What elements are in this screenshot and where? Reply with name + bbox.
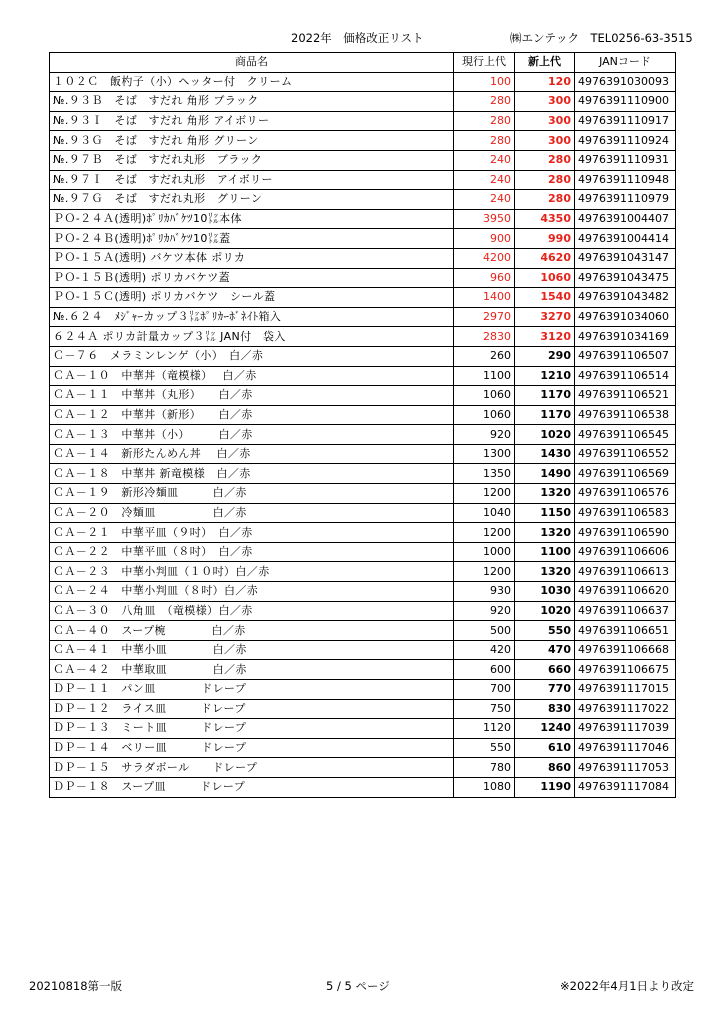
current-price-cell: 920 [454, 425, 515, 445]
current-price-cell: 1000 [454, 542, 515, 562]
current-price-cell: 1200 [454, 562, 515, 582]
jan-code-cell: 4976391004414 [575, 229, 676, 249]
current-price-cell: 600 [454, 660, 515, 680]
new-price-cell: 280 [515, 150, 575, 170]
new-price-cell: 1020 [515, 601, 575, 621]
table-row [50, 288, 676, 308]
new-price-cell: 470 [515, 640, 575, 660]
current-price-cell: 920 [454, 601, 515, 621]
version-label: 20210818第一版 [29, 979, 123, 993]
current-price-cell: 2830 [454, 327, 515, 347]
new-price-cell: 300 [515, 111, 575, 131]
current-price-cell: 1350 [454, 464, 515, 484]
jan-code-cell: 4976391106576 [575, 484, 676, 504]
product-name-cell: Ｃ－７６ メラミンレンゲ（小） 白／赤 [50, 346, 454, 366]
product-name-cell: №.９３Ｇ そば すだれ 角形 グリーン [50, 131, 454, 151]
jan-code-cell: 4976391043147 [575, 248, 676, 268]
jan-code-cell: 4976391106675 [575, 660, 676, 680]
product-name-cell: ＣＡ－１８ 中華丼 新竜模様 白／赤 [50, 464, 454, 484]
product-name-cell: ＣＡ－４２ 中華取皿 白／赤 [50, 660, 454, 680]
jan-code-cell: 4976391106583 [575, 503, 676, 523]
new-price-cell: 1540 [515, 288, 575, 308]
new-price-cell: 1170 [515, 386, 575, 406]
product-name-cell: ＰＯ-２４Ａ(透明)ﾎﾟﾘｶﾊﾞｹﾂ10㍑本体 [50, 209, 454, 229]
new-price-cell: 300 [515, 131, 575, 151]
new-price-cell: 1060 [515, 268, 575, 288]
jan-code-cell: 4976391110979 [575, 190, 676, 210]
product-name-cell: ＰＯ-２４Ｂ(透明)ﾎﾟﾘｶﾊﾞｹﾂ10㍑蓋 [50, 229, 454, 249]
current-price-cell: 1100 [454, 366, 515, 386]
jan-code-cell: 4976391117046 [575, 738, 676, 758]
product-name-cell: ＣＡ－４０ スープ椀 白／赤 [50, 621, 454, 641]
jan-code-cell: 4976391106637 [575, 601, 676, 621]
product-name-cell: ６２４Ａ ポリカ計量カップ３㍑ JAN付 袋入 [50, 327, 454, 347]
table-row [50, 562, 676, 582]
new-price-cell: 1210 [515, 366, 575, 386]
column-header-jan-code: JANコード [575, 53, 676, 73]
new-price-cell: 1170 [515, 405, 575, 425]
current-price-cell: 280 [454, 92, 515, 112]
jan-code-cell: 4976391106620 [575, 582, 676, 602]
revision-note: ※2022年4月1日より改定 [560, 979, 695, 993]
jan-code-cell: 4976391106606 [575, 542, 676, 562]
product-name-cell: ＤＰ－１３ ミート皿 ドレープ [50, 719, 454, 739]
jan-code-cell: 4976391110948 [575, 170, 676, 190]
jan-code-cell: 4976391117022 [575, 699, 676, 719]
current-price-cell: 1200 [454, 523, 515, 543]
product-name-cell: ＰＯ-１５Ａ(透明) バケツ本体 ポリカ [50, 248, 454, 268]
product-name-cell: №.９７Ｂ そば すだれ丸形 ブラック [50, 150, 454, 170]
table-row [50, 366, 676, 386]
new-price-cell: 990 [515, 229, 575, 249]
current-price-cell: 700 [454, 680, 515, 700]
new-price-cell: 1320 [515, 562, 575, 582]
current-price-cell: 240 [454, 190, 515, 210]
new-price-cell: 770 [515, 680, 575, 700]
jan-code-cell: 4976391106507 [575, 346, 676, 366]
current-price-cell: 1200 [454, 484, 515, 504]
jan-code-cell: 4976391106552 [575, 444, 676, 464]
table-row [50, 150, 676, 170]
table-row [50, 268, 676, 288]
table-row [50, 601, 676, 621]
product-name-cell: №.９３Ｂ そば すだれ 角形 ブラック [50, 92, 454, 112]
jan-code-cell: 4976391106613 [575, 562, 676, 582]
table-row [50, 405, 676, 425]
current-price-cell: 1080 [454, 777, 515, 797]
jan-code-cell: 4976391043475 [575, 268, 676, 288]
new-price-cell: 280 [515, 170, 575, 190]
new-price-cell: 1020 [515, 425, 575, 445]
jan-code-cell: 4976391106538 [575, 405, 676, 425]
jan-code-cell: 4976391110917 [575, 111, 676, 131]
page-number: 5 / 5 ページ [326, 979, 390, 993]
new-price-cell: 550 [515, 621, 575, 641]
table-row [50, 777, 676, 797]
new-price-cell: 860 [515, 758, 575, 778]
table-row [50, 503, 676, 523]
current-price-cell: 1060 [454, 386, 515, 406]
new-price-cell: 3120 [515, 327, 575, 347]
table-row [50, 386, 676, 406]
jan-code-cell: 4976391106545 [575, 425, 676, 445]
current-price-cell: 960 [454, 268, 515, 288]
table-row [50, 72, 676, 92]
jan-code-cell: 4976391106668 [575, 640, 676, 660]
jan-code-cell: 4976391106521 [575, 386, 676, 406]
new-price-cell: 610 [515, 738, 575, 758]
product-name-cell: ＣＡ－２０ 冷麺皿 白／赤 [50, 503, 454, 523]
table-row [50, 170, 676, 190]
table-row [50, 131, 676, 151]
table-row [50, 621, 676, 641]
product-name-cell: №.９７Ｇ そば すだれ丸形 グリーン [50, 190, 454, 210]
jan-code-cell: 4976391106514 [575, 366, 676, 386]
table-body [50, 72, 676, 797]
current-price-cell: 1060 [454, 405, 515, 425]
price-table [49, 52, 676, 798]
new-price-cell: 300 [515, 92, 575, 112]
jan-code-cell: 4976391110900 [575, 92, 676, 112]
product-name-cell: ＰＯ-１５Ｂ(透明) ポリカバケツ蓋 [50, 268, 454, 288]
jan-code-cell: 4976391106651 [575, 621, 676, 641]
new-price-cell: 1320 [515, 484, 575, 504]
table-row [50, 542, 676, 562]
new-price-cell: 4350 [515, 209, 575, 229]
current-price-cell: 1400 [454, 288, 515, 308]
table-row [50, 229, 676, 249]
new-price-cell: 4620 [515, 248, 575, 268]
table-row [50, 640, 676, 660]
jan-code-cell: 4976391043482 [575, 288, 676, 308]
current-price-cell: 1300 [454, 444, 515, 464]
table-row [50, 425, 676, 445]
product-name-cell: ＣＡ－１９ 新形冷麺皿 白／赤 [50, 484, 454, 504]
product-name-cell: ＤＰ－１８ スープ皿 ドレープ [50, 777, 454, 797]
column-header-current-price: 現行上代 [454, 53, 515, 73]
product-name-cell: ＤＰ－１５ サラダボール ドレープ [50, 758, 454, 778]
product-name-cell: №.６２４ ﾒｼﾞｬｰカップ３㍑ﾎﾟﾘｶｰﾎﾞﾈｲﾄ箱入 [50, 307, 454, 327]
table-row [50, 307, 676, 327]
new-price-cell: 1490 [515, 464, 575, 484]
product-name-cell: ＣＡ－２３ 中華小判皿（１０吋）白／赤 [50, 562, 454, 582]
new-price-cell: 1240 [515, 719, 575, 739]
table-row [50, 209, 676, 229]
table-row [50, 680, 676, 700]
current-price-cell: 4200 [454, 248, 515, 268]
table-row [50, 758, 676, 778]
table-row [50, 190, 676, 210]
current-price-cell: 2970 [454, 307, 515, 327]
table-row [50, 248, 676, 268]
jan-code-cell: 4976391117053 [575, 758, 676, 778]
table-row [50, 484, 676, 504]
current-price-cell: 240 [454, 150, 515, 170]
current-price-cell: 420 [454, 640, 515, 660]
new-price-cell: 1190 [515, 777, 575, 797]
jan-code-cell: 4976391034169 [575, 327, 676, 347]
table-row [50, 582, 676, 602]
current-price-cell: 750 [454, 699, 515, 719]
jan-code-cell: 4976391034060 [575, 307, 676, 327]
column-header-product-name: 商品名 [50, 53, 454, 73]
new-price-cell: 1030 [515, 582, 575, 602]
new-price-cell: 1100 [515, 542, 575, 562]
new-price-cell: 3270 [515, 307, 575, 327]
table-row [50, 660, 676, 680]
current-price-cell: 900 [454, 229, 515, 249]
jan-code-cell: 4976391106569 [575, 464, 676, 484]
table-row [50, 111, 676, 131]
product-name-cell: №.９３Ｉ そば すだれ 角形 アイボリー [50, 111, 454, 131]
new-price-cell: 1320 [515, 523, 575, 543]
product-name-cell: ＣＡ－４１ 中華小皿 白／赤 [50, 640, 454, 660]
product-name-cell: ＣＡ－１４ 新形たんめん丼 白／赤 [50, 444, 454, 464]
current-price-cell: 780 [454, 758, 515, 778]
new-price-cell: 280 [515, 190, 575, 210]
current-price-cell: 280 [454, 111, 515, 131]
new-price-cell: 1150 [515, 503, 575, 523]
jan-code-cell: 4976391110931 [575, 150, 676, 170]
product-name-cell: ＤＰ－１１ パン皿 ドレープ [50, 680, 454, 700]
product-name-cell: ＣＡ－１３ 中華丼（小） 白／赤 [50, 425, 454, 445]
product-name-cell: ＣＡ－１１ 中華丼（丸形） 白／赤 [50, 386, 454, 406]
jan-code-cell: 4976391004407 [575, 209, 676, 229]
current-price-cell: 1120 [454, 719, 515, 739]
new-price-cell: 830 [515, 699, 575, 719]
jan-code-cell: 4976391106590 [575, 523, 676, 543]
product-name-cell: １０２Ｃ 飯杓子（小）ヘッター付 クリーム [50, 72, 454, 92]
company-contact: ㈱エンテック TEL0256-63-3515 [510, 31, 693, 45]
table-row [50, 92, 676, 112]
product-name-cell: ＤＰ－１４ ベリー皿 ドレープ [50, 738, 454, 758]
jan-code-cell: 4976391110924 [575, 131, 676, 151]
table-row [50, 464, 676, 484]
product-name-cell: ＣＡ－３０ 八角皿 （竜模様）白／赤 [50, 601, 454, 621]
current-price-cell: 280 [454, 131, 515, 151]
current-price-cell: 100 [454, 72, 515, 92]
table-row [50, 327, 676, 347]
table-row [50, 346, 676, 366]
new-price-cell: 120 [515, 72, 575, 92]
product-name-cell: ＣＡ－２１ 中華平皿（９吋） 白／赤 [50, 523, 454, 543]
product-name-cell: ＰＯ-１５Ｃ(透明) ポリカバケツ シール蓋 [50, 288, 454, 308]
jan-code-cell: 4976391030093 [575, 72, 676, 92]
new-price-cell: 290 [515, 346, 575, 366]
current-price-cell: 930 [454, 582, 515, 602]
column-header-new-price: 新上代 [515, 53, 575, 73]
product-name-cell: ＣＡ－２４ 中華小判皿（８吋）白／赤 [50, 582, 454, 602]
table-row [50, 719, 676, 739]
product-name-cell: №.９７Ｉ そば すだれ丸形 アイボリー [50, 170, 454, 190]
jan-code-cell: 4976391117039 [575, 719, 676, 739]
jan-code-cell: 4976391117015 [575, 680, 676, 700]
table-row [50, 523, 676, 543]
table-row [50, 699, 676, 719]
product-name-cell: ＤＰ－１２ ライス皿 ドレープ [50, 699, 454, 719]
current-price-cell: 1040 [454, 503, 515, 523]
current-price-cell: 550 [454, 738, 515, 758]
new-price-cell: 1430 [515, 444, 575, 464]
current-price-cell: 3950 [454, 209, 515, 229]
current-price-cell: 240 [454, 170, 515, 190]
new-price-cell: 660 [515, 660, 575, 680]
table-row [50, 444, 676, 464]
product-name-cell: ＣＡ－１０ 中華丼（竜模様） 白／赤 [50, 366, 454, 386]
document-title: 2022年 価格改正リスト [291, 31, 424, 45]
product-name-cell: ＣＡ－２２ 中華平皿（８吋） 白／赤 [50, 542, 454, 562]
table-header-row [50, 53, 676, 73]
product-name-cell: ＣＡ－１２ 中華丼（新形） 白／赤 [50, 405, 454, 425]
current-price-cell: 500 [454, 621, 515, 641]
current-price-cell: 260 [454, 346, 515, 366]
jan-code-cell: 4976391117084 [575, 777, 676, 797]
table-row [50, 738, 676, 758]
